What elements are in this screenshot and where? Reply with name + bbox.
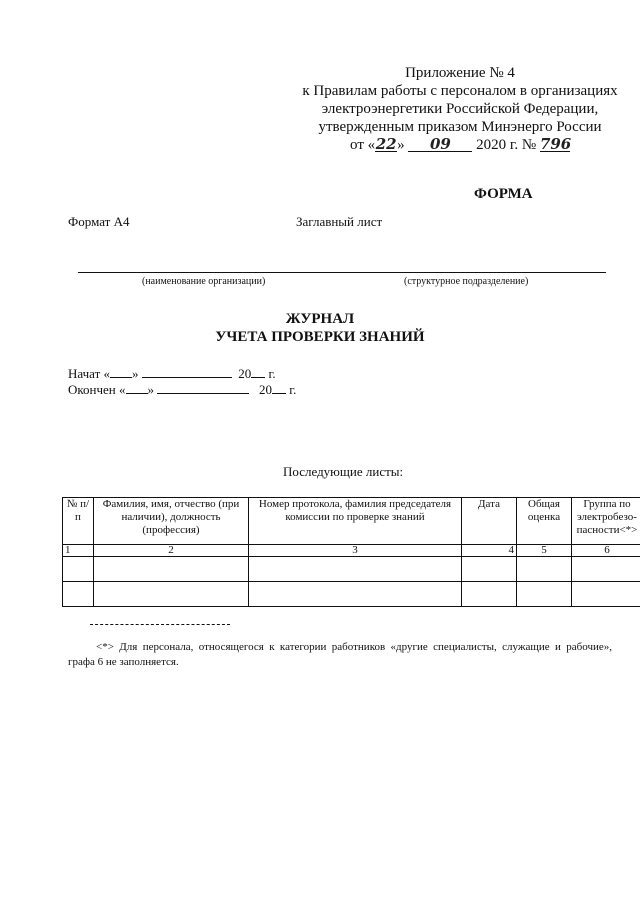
ended-day-field [126,393,148,394]
table-cell [249,582,462,607]
title-page-label: Заглавный лист [296,214,383,229]
ended-label: Окончен « [68,382,126,397]
table-cell [63,582,94,607]
started-close: » [132,366,139,381]
col-index-3: 3 [249,545,462,557]
table-cell [572,557,640,582]
ended-month-field [157,393,249,394]
date-year: 2020 г. № [476,137,537,153]
table-cell [462,557,517,582]
footnote: <*> Для персонала, относящегося к категории работников «другие специалисты, служащие и рабочие», графа 6 не заполняется. [68,641,612,668]
date-month: 09 [408,137,472,152]
organization-line [78,272,606,273]
appendix-order: утвержденным приказом Минэнерго России [318,119,602,135]
ended-close: » [147,382,155,397]
table-cell [63,557,94,582]
table-header-row [63,498,640,545]
ended-line [68,382,296,398]
footnote-separator [90,624,230,625]
started-label: Начат « [68,366,111,381]
col-date-header: Дата [462,498,517,545]
started-month-field [142,377,232,378]
col-grade-header: Общая оценка [517,498,572,545]
col-index-2: 2 [94,545,249,557]
table-cell [462,582,517,607]
col-index-5: 5 [517,545,572,557]
ended-year-field [272,393,286,394]
appendix-rules: к Правилам работы с персоналом в организациях [302,83,618,99]
form-label: ФОРМА [474,186,533,202]
table-row [63,557,640,582]
col-index-4: 4 [462,545,517,557]
col-index-1: 1 [63,545,94,557]
organization-caption: (наименование организации) [142,276,266,287]
started-year-prefix: 20 [238,366,252,381]
order-number: 796 [539,135,572,153]
table-cell [94,582,249,607]
journal-subtitle: УЧЕТА ПРОВЕРКИ ЗНАНИЙ [215,329,425,345]
ended-year-suffix: г. [289,382,297,397]
table-cell [572,582,640,607]
appendix-sector: электроэнергетики Российской Федерации, [321,101,599,117]
col-number-header: № п/п [63,498,94,545]
table-cell [94,557,249,582]
started-year-suffix: г. [268,366,276,381]
appendix-header [300,64,620,154]
ended-year-prefix: 20 [259,382,273,397]
table-cell [517,557,572,582]
col-safety-group-header: Группа по электробезо-пасности<*> [572,498,640,545]
started-year-field [251,377,265,378]
table-cell [249,557,462,582]
journal-title: ЖУРНАЛ [285,311,355,327]
col-protocol-header: Номер протокола, фамилия председателя комиссии по проверке знаний [249,498,462,545]
started-day-field [110,377,132,378]
date-mid: » [397,137,405,153]
column-number-row [63,545,640,557]
knowledge-check-table [62,497,640,607]
next-sheets-label: Последующие листы: [283,464,404,479]
appendix-number: Приложение № 4 [405,65,515,81]
started-line [68,366,276,382]
format-label: Формат А4 [68,214,130,229]
table-row [63,582,640,607]
date-day: 22 [375,135,397,153]
col-index-6: 6 [572,545,640,557]
date-prefix: от « [350,137,376,153]
table-cell [517,582,572,607]
unit-caption: (структурное подразделение) [404,276,529,287]
appendix-date [300,136,620,154]
col-name-header: Фамилия, имя, отчество (при наличии), должность (профессия) [94,498,249,545]
